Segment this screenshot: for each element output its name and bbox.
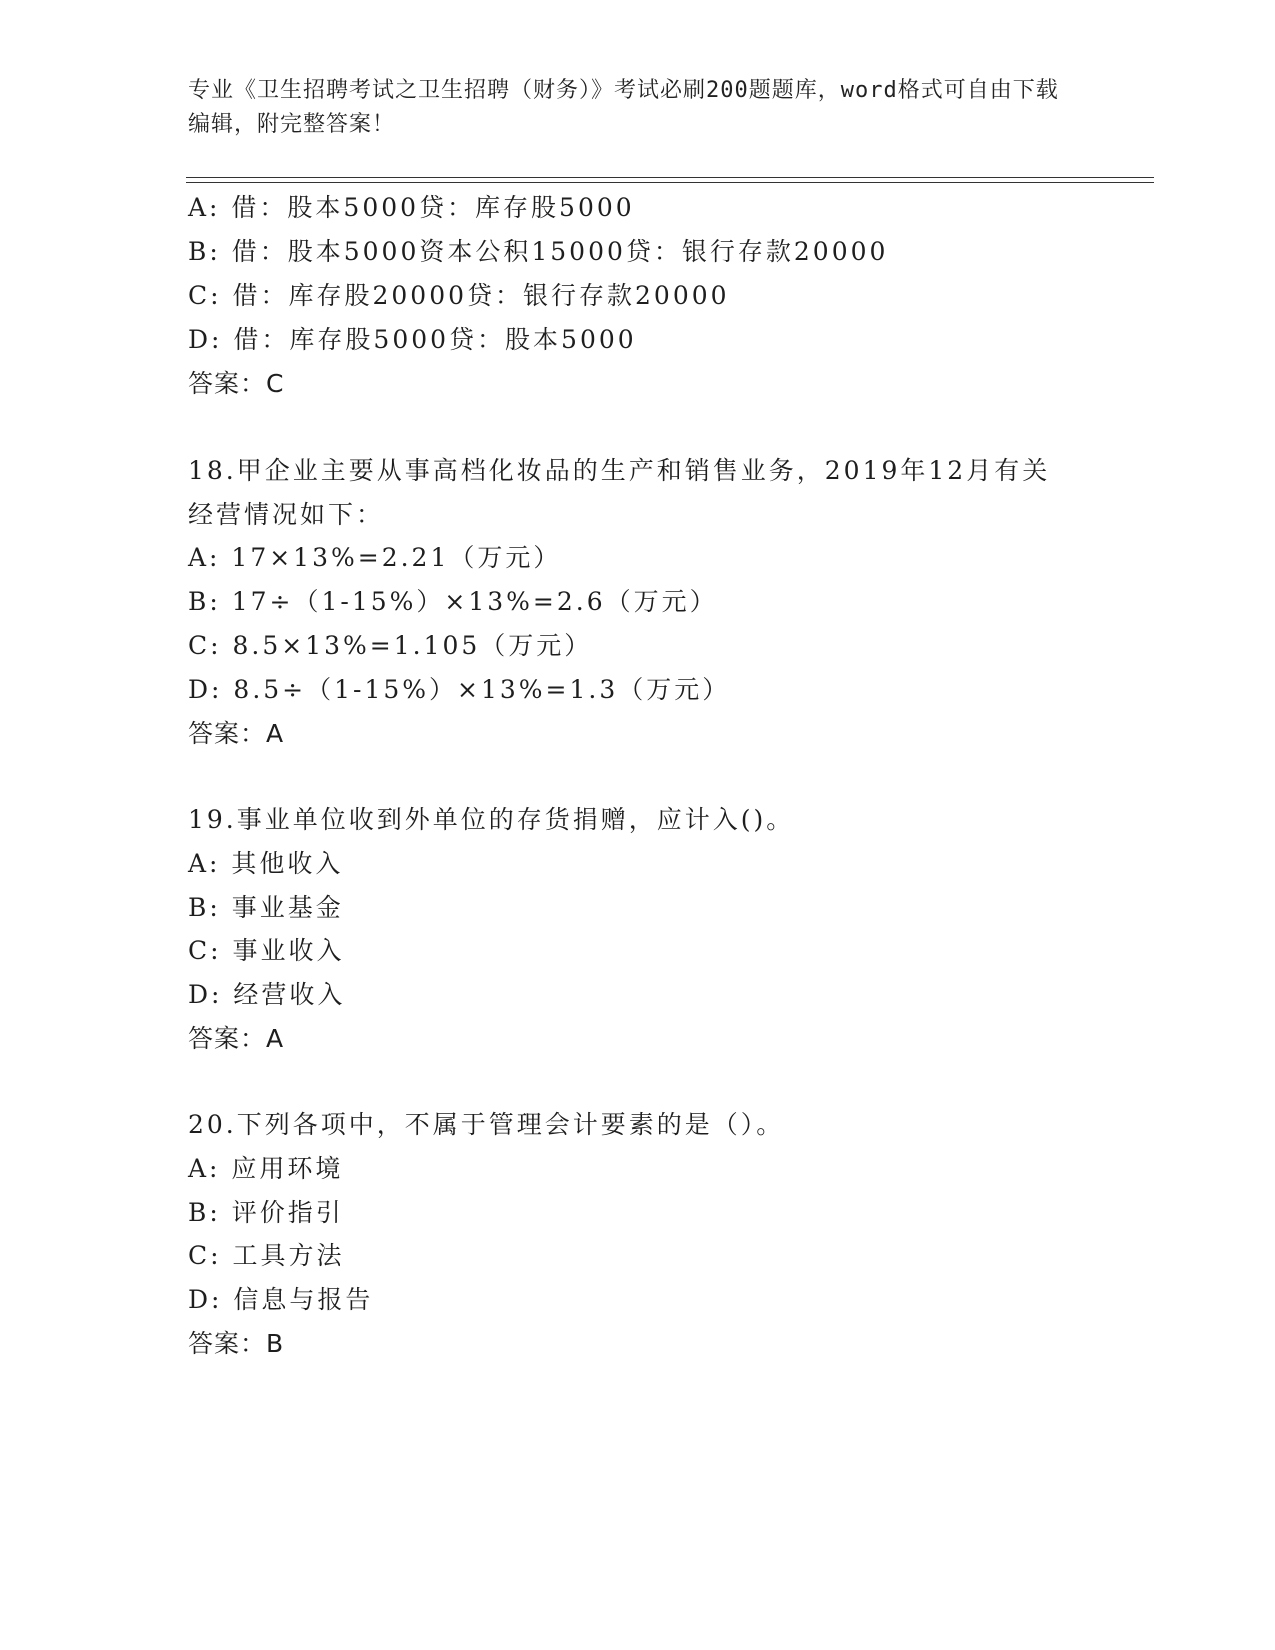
q20-option-c: C: 工具方法	[188, 1241, 345, 1270]
q18-answer: 答案：A	[188, 719, 285, 748]
q19-question: 19.事业单位收到外单位的存货捐赠，应计入()。	[188, 805, 795, 834]
q17-option-d: D: 借：库存股5000贷：股本5000	[188, 325, 637, 354]
q20-question: 20.下列各项中，不属于管理会计要素的是（）。	[188, 1110, 785, 1139]
q17-option-b: B: 借：股本5000资本公积15000贷：银行存款20000	[188, 237, 889, 266]
q17-option-c: C: 借：库存股20000贷：银行存款20000	[188, 281, 730, 310]
q19-option-d: D: 经营收入	[188, 980, 346, 1009]
q20-option-b: B: 评价指引	[188, 1198, 344, 1227]
q18-option-c: C: 8.5×13%=1.105（万元）	[188, 631, 593, 660]
q18-option-b: B: 17÷（1-15%）×13%=2.6（万元）	[188, 587, 718, 616]
q19-option-a: A: 其他收入	[188, 849, 344, 878]
q20-option-a: A: 应用环境	[188, 1154, 344, 1183]
q19-option-c: C: 事业收入	[188, 936, 345, 965]
q17-option-a: A: 借：股本5000贷：库存股5000	[188, 193, 635, 222]
q18-option-a: A: 17×13%=2.21（万元）	[188, 543, 562, 572]
q19-option-b: B: 事业基金	[188, 893, 344, 922]
q20-answer: 答案：B	[188, 1329, 285, 1358]
q18-question-line1: 18.甲企业主要从事高档化妆品的生产和销售业务，2019年12月有关	[188, 456, 1051, 485]
header-divider-top	[186, 177, 1154, 178]
q17-answer: 答案：C	[188, 369, 285, 398]
q20-option-d: D: 信息与报告	[188, 1285, 374, 1314]
q19-answer: 答案：A	[188, 1024, 285, 1053]
document-header: 专业《卫生招聘考试之卫生招聘（财务）》考试必刷200题题库，word格式可自由下载编辑，附完整答案！	[188, 78, 1059, 137]
header-divider-bottom	[186, 182, 1154, 183]
q18-option-d: D: 8.5÷（1-15%）×13%=1.3（万元）	[188, 675, 731, 704]
q18-question-line2: 经营情况如下：	[188, 500, 385, 529]
